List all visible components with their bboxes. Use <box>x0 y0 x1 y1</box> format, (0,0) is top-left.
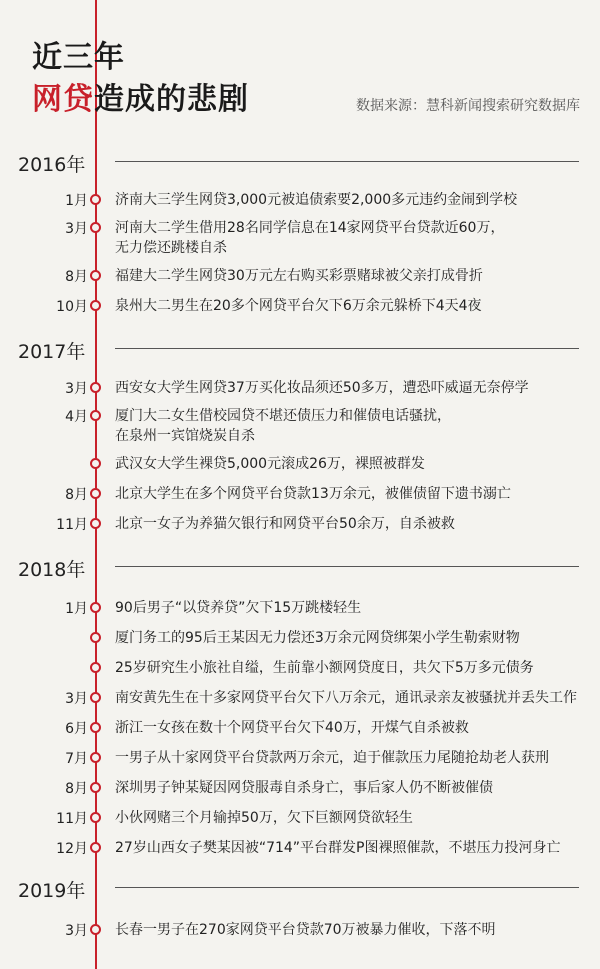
event-description <box>115 628 585 648</box>
event-month: 3月 <box>65 691 88 707</box>
event-description <box>115 484 585 504</box>
event-description-line: 河南大二学生借用28名同学信息在14家网贷平台贷款近60万， <box>115 220 505 236</box>
event-description-line: 无力偿还跳楼自杀 <box>115 240 227 256</box>
timeline-dot-icon <box>90 382 101 393</box>
event-description <box>115 778 585 798</box>
timeline-dot-icon <box>90 782 101 793</box>
event-description <box>115 454 585 474</box>
timeline-dot-icon <box>90 692 101 703</box>
event-description <box>115 838 585 858</box>
event-description-line: 南安黄先生在十多家网贷平台欠下八万余元，通讯录亲友被骚扰并丢失工作 <box>115 690 577 706</box>
event-description <box>115 808 585 828</box>
event-description <box>115 658 585 678</box>
event-description-line: 90后男子“以贷养贷”欠下15万跳楼轻生 <box>115 600 362 616</box>
event-description <box>115 598 585 618</box>
event-description <box>115 190 585 210</box>
event-month: 11月 <box>56 811 88 827</box>
event-month: 4月 <box>65 409 88 425</box>
event-description <box>115 406 585 446</box>
event-description-line: 厦门大二女生借校园贷不堪还债压力和催债电话骚扰， <box>115 408 451 424</box>
event-month: 1月 <box>65 193 88 209</box>
event-description-line: 厦门务工的95后王某因无力偿还3万余元网贷绑架小学生勒索财物 <box>115 630 520 646</box>
year-divider <box>115 566 579 567</box>
event-description-line: 济南大三学生网贷3,000元被追债索要2,000多元违约金闹到学校 <box>115 192 518 208</box>
event-month: 8月 <box>65 487 88 503</box>
event-month: 3月 <box>65 221 88 237</box>
title-highlight: 网贷 <box>32 82 94 117</box>
timeline-dot-icon <box>90 270 101 281</box>
year-label: 2016年 <box>18 150 89 177</box>
timeline-dot-icon <box>90 410 101 421</box>
title-rest: 造成的悲剧 <box>94 82 249 117</box>
timeline-dot-icon <box>90 722 101 733</box>
event-description <box>115 920 585 940</box>
year-label: 2019年 <box>18 876 89 903</box>
event-description-line: 长春一男子在270家网贷平台贷款70万被暴力催收，下落不明 <box>115 922 496 938</box>
event-description-line: 一男子从十家网贷平台贷款两万余元，迫于催款压力尾随抢劫老人获刑 <box>115 750 549 766</box>
event-description <box>115 514 585 534</box>
event-description <box>115 688 585 708</box>
event-description-line: 在泉州一宾馆烧炭自杀 <box>115 428 255 444</box>
event-month: 3月 <box>65 923 88 939</box>
year-label: 2018年 <box>18 555 89 582</box>
event-description <box>115 266 585 286</box>
timeline-line <box>95 0 97 969</box>
event-description-line: 北京一女子为养猫欠银行和网贷平台50余万，自杀被救 <box>115 516 455 532</box>
timeline-dot-icon <box>90 632 101 643</box>
event-month: 10月 <box>56 299 88 315</box>
timeline-dot-icon <box>90 518 101 529</box>
timeline-dot-icon <box>90 458 101 469</box>
event-description-line: 27岁山西女子樊某因被“714”平台群发P图裸照催款，不堪压力投河身亡 <box>115 840 561 856</box>
event-description <box>115 378 585 398</box>
event-description-line: 深圳男子钟某疑因网贷服毒自杀身亡，事后家人仍不断被催债 <box>115 780 493 796</box>
event-description <box>115 296 585 316</box>
year-divider <box>115 161 579 162</box>
timeline-dot-icon <box>90 300 101 311</box>
event-description <box>115 218 585 258</box>
timeline-dot-icon <box>90 752 101 763</box>
timeline-dot-icon <box>90 222 101 233</box>
timeline-dot-icon <box>90 924 101 935</box>
year-divider <box>115 348 579 349</box>
event-month: 6月 <box>65 721 88 737</box>
event-description-line: 浙江一女孩在数十个网贷平台欠下40万，开煤气自杀被救 <box>115 720 469 736</box>
year-divider <box>115 887 579 888</box>
timeline-dot-icon <box>90 488 101 499</box>
event-description <box>115 748 585 768</box>
event-month: 11月 <box>56 517 88 533</box>
event-month: 8月 <box>65 269 88 285</box>
event-description-line: 西安女大学生网贷37万买化妆品须还50多万，遭恐吓威逼无奈停学 <box>115 380 529 396</box>
timeline-dot-icon <box>90 662 101 673</box>
page-title-line2 <box>32 74 249 118</box>
event-month: 12月 <box>56 841 88 857</box>
event-description-line: 泉州大二男生在20多个网贷平台欠下6万余元躲桥下4天4夜 <box>115 298 482 314</box>
event-description-line: 25岁研究生小旅社自缢，生前靠小额网贷度日，共欠下5万多元债务 <box>115 660 534 676</box>
event-month: 7月 <box>65 751 88 767</box>
event-month: 3月 <box>65 381 88 397</box>
event-description <box>115 718 585 738</box>
timeline-dot-icon <box>90 842 101 853</box>
event-month: 8月 <box>65 781 88 797</box>
event-description-line: 武汉女大学生裸贷5,000元滚成26万，裸照被群发 <box>115 456 425 472</box>
data-source: 数据来源：慧科新闻搜索研究数据库 <box>356 98 580 114</box>
event-description-line: 小伙网赌三个月输掉50万，欠下巨额网贷欲轻生 <box>115 810 413 826</box>
page-title-line1: 近三年 <box>32 40 125 75</box>
event-description-line: 福建大二学生网贷30万元左右购买彩票赌球被父亲打成骨折 <box>115 268 483 284</box>
timeline-dot-icon <box>90 194 101 205</box>
timeline-dot-icon <box>90 602 101 613</box>
year-label: 2017年 <box>18 337 89 364</box>
event-month: 1月 <box>65 601 88 617</box>
event-description-line: 北京大学生在多个网贷平台贷款13万余元，被催债留下遗书溺亡 <box>115 486 511 502</box>
timeline-dot-icon <box>90 812 101 823</box>
